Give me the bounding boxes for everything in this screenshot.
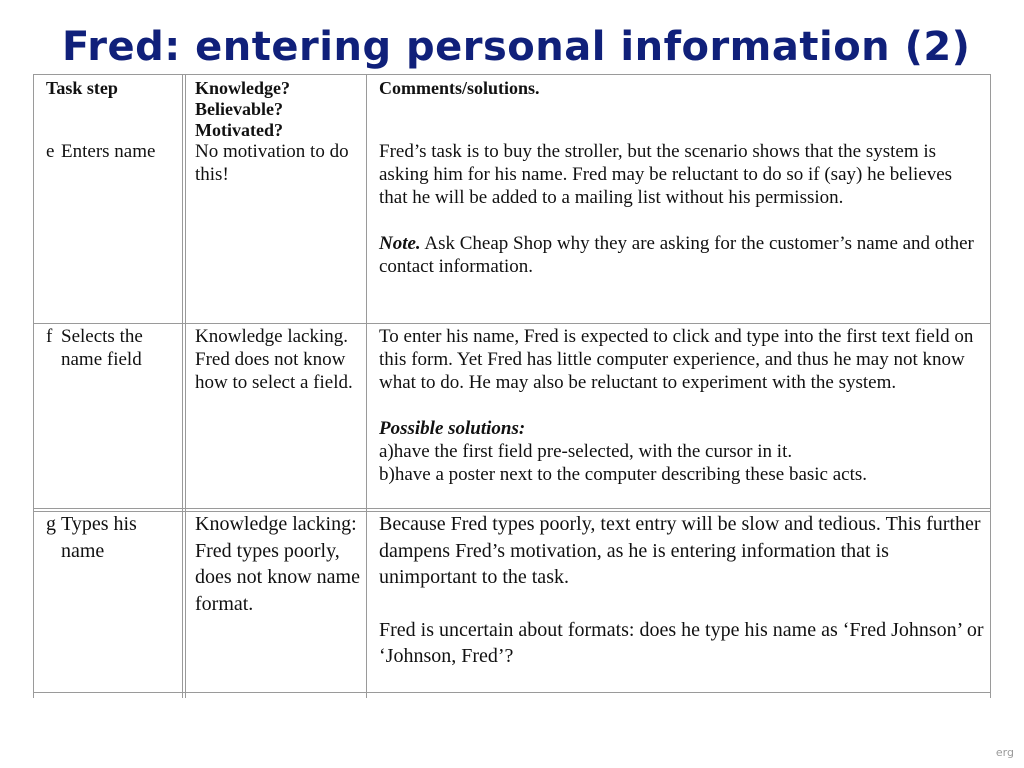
header-knowledge-line: Knowledge?	[195, 78, 291, 98]
step-letter: e	[46, 141, 55, 162]
note-paragraph	[379, 232, 984, 278]
row-e-step	[46, 140, 181, 163]
step-text: Types his name	[61, 513, 137, 562]
row-f-step	[46, 325, 181, 371]
column-divider	[182, 74, 183, 698]
row-g-comments	[379, 511, 987, 670]
row-f-knowledge: Knowledge lacking. Fred does not know how to select a field.	[195, 326, 353, 393]
comment-paragraph: Fred’s task is to buy the stroller, but the scenario shows that the system is asking him for his name. Fred may be reluctant to do so if (say) he believes that he will be added to a mailing list without his permission.	[379, 141, 953, 208]
header-motivated-line: Motivated?	[195, 120, 283, 140]
row-divider	[33, 508, 991, 509]
row-divider	[33, 323, 991, 324]
solution-item: a)have the first field pre-selected, with the cursor in it.	[379, 441, 793, 462]
header-knowledge	[195, 78, 360, 141]
row-f-comments	[379, 325, 984, 486]
table-border-top	[33, 74, 991, 75]
walkthrough-table	[33, 74, 991, 698]
note-label: Note.	[379, 233, 421, 254]
header-believable-line: Believable?	[195, 99, 283, 119]
column-divider	[366, 74, 367, 698]
comment-paragraph: Because Fred types poorly, text entry will be slow and tedious. This further dampens Fred’s motivation, as he is entering information that is unimportant to the task.	[379, 513, 981, 588]
step-text: Enters name	[61, 141, 156, 162]
step-letter: g	[46, 513, 56, 535]
header-task-step: Task step	[46, 78, 118, 98]
row-divider	[33, 692, 991, 693]
table-border-right	[990, 74, 991, 698]
row-e-knowledge: No motivation to do this!	[195, 141, 349, 185]
page-title: Fred: entering personal information (2)	[62, 24, 971, 70]
comment-paragraph: To enter his name, Fred is expected to click and type into the first text field on this form. Yet Fred has little computer experience, and thus he may not know what to do. He may also be reluctant to experiment with the system.	[379, 326, 974, 393]
note-text: Ask Cheap Shop why they are asking for the customer’s name and other contact information.	[379, 233, 974, 277]
solution-item: b)have a poster next to the computer describing these basic acts.	[379, 464, 868, 485]
row-e-comments	[379, 140, 984, 278]
column-divider	[185, 74, 186, 698]
step-letter: f	[46, 326, 53, 347]
solutions-label: Possible solutions:	[379, 418, 526, 439]
footer-text: erg	[995, 746, 1014, 759]
row-g-knowledge: Knowledge lacking: Fred types poorly, does not know name format.	[195, 513, 360, 615]
step-text: Selects the name field	[61, 326, 143, 370]
comment-paragraph: Fred is uncertain about formats: does he type his name as ‘Fred Johnson’ or ‘Johnson, Fred’?	[379, 618, 984, 667]
row-g-step	[46, 511, 181, 564]
header-comments: Comments/solutions.	[379, 78, 540, 98]
table-border-left	[33, 74, 34, 698]
